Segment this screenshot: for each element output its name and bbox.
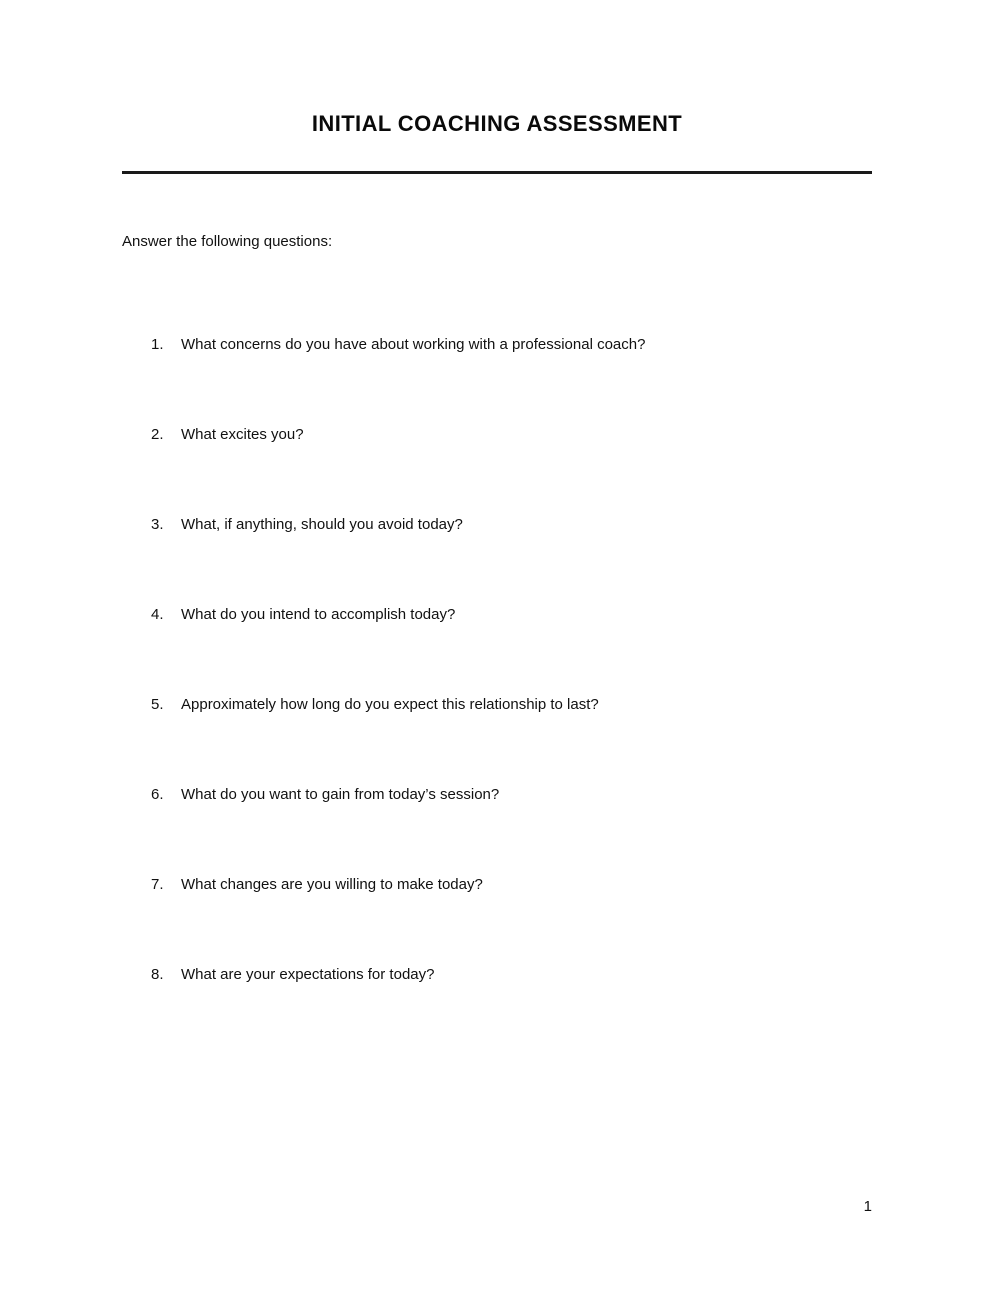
list-item (151, 426, 872, 443)
question-text: Approximately how long do you expect this relationship to last? (181, 696, 599, 713)
list-item (151, 606, 872, 623)
question-text: What changes are you willing to make today? (181, 876, 483, 893)
list-item (151, 786, 872, 803)
document-page (122, 0, 872, 1290)
list-item (151, 516, 872, 533)
question-list (122, 336, 872, 983)
question-number: 4. (151, 606, 164, 623)
question-number: 8. (151, 966, 164, 983)
list-item (151, 336, 872, 353)
question-text: What are your expectations for today? (181, 966, 435, 983)
question-text: What concerns do you have about working with a professional coach? (181, 336, 646, 353)
page-title: INITIAL COACHING ASSESSMENT (311, 111, 683, 136)
question-number: 6. (151, 786, 164, 803)
page-number: 1 (863, 1198, 872, 1215)
question-number: 3. (151, 516, 164, 533)
title-divider-rule (122, 171, 872, 174)
question-text: What excites you? (181, 426, 304, 443)
question-text: What, if anything, should you avoid today? (181, 516, 463, 533)
question-number: 1. (151, 336, 164, 353)
question-number: 7. (151, 876, 164, 893)
intro-text: Answer the following questions: (122, 233, 333, 250)
list-item (151, 876, 872, 893)
question-number: 2. (151, 426, 164, 443)
list-item (151, 696, 872, 713)
question-text: What do you intend to accomplish today? (181, 606, 456, 623)
list-item (151, 966, 872, 983)
question-text: What do you want to gain from today’s session? (181, 786, 500, 803)
question-number: 5. (151, 696, 164, 713)
